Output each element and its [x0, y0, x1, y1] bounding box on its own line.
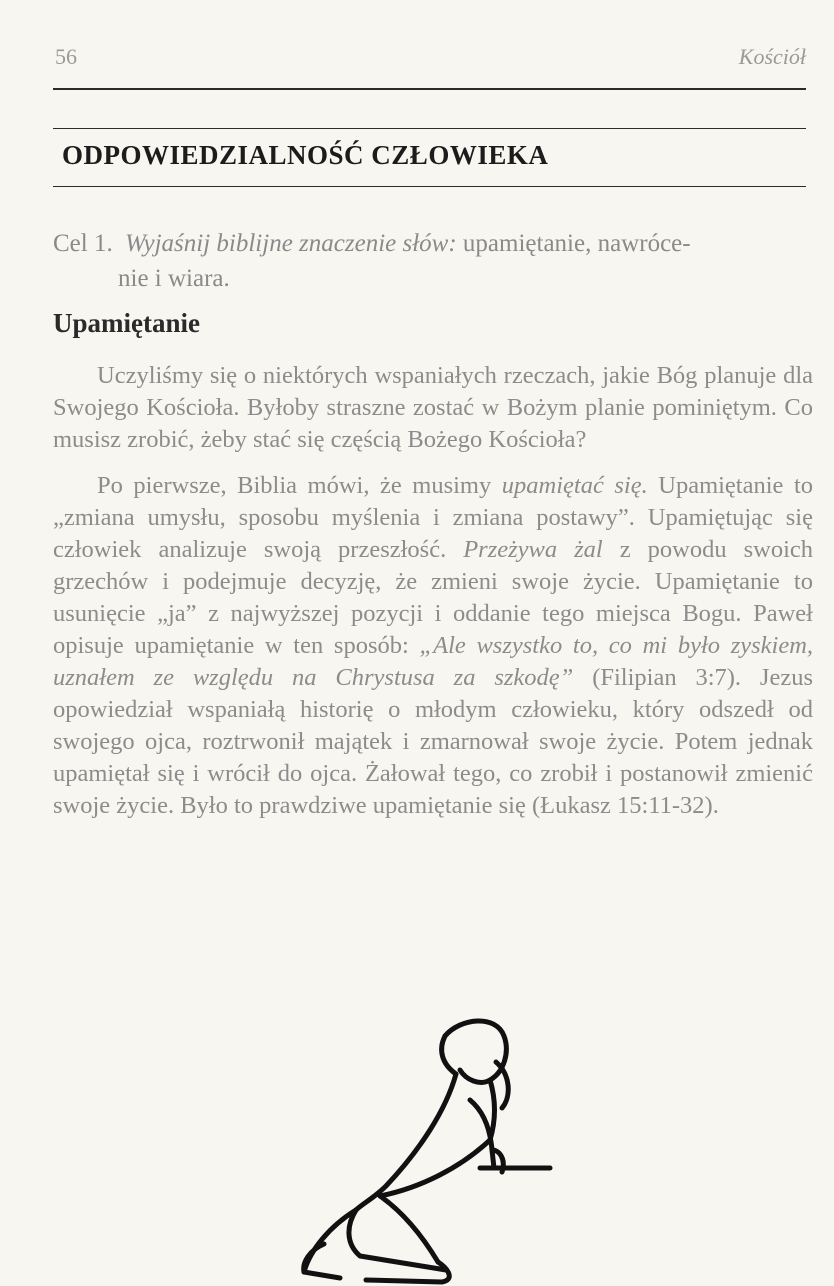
emphasis-upamietac: upamiętać się.: [501, 472, 648, 499]
goal-label: Cel 1.: [53, 230, 113, 257]
header-divider: [53, 88, 806, 90]
kneeling-praying-person-icon: [270, 1000, 570, 1286]
section-top-divider: [53, 128, 806, 129]
bible-quote: „Ale wszystko to, co mi było zyskiem, uznałem ze względu na Chrystusa za szkodę”: [53, 632, 814, 691]
learning-goal: [53, 226, 813, 296]
paragraph-2-text-1: Po pierwsze, Biblia mówi, że musimy: [97, 472, 492, 499]
section-title: ODPOWIEDZIALNOŚĆ CZŁOWIEKA: [62, 140, 549, 170]
goal-words-continued: nie i wiara.: [118, 265, 230, 292]
running-header: [55, 44, 806, 76]
page-number: 56: [55, 44, 77, 69]
book-title: Kościół: [738, 44, 806, 69]
paragraph-2-text-2: Upamiętanie to „zmiana umysłu, sposobu myślenia i zmiana postawy”. Upamiętując się człowiek analizuje swoją przeszłość.: [53, 472, 814, 563]
paragraph-2: [53, 470, 813, 822]
goal-instruction: Wyjaśnij biblijne znaczenie słów:: [124, 230, 457, 257]
body-text: [53, 360, 813, 836]
paragraph-2-text-4: (Filipian 3:7). Jezus opowiedział wspaniałą historię o młodym człowieku, który odszedł od swojego ojca, roztrwonił majątek i zmarnował swoje życie. Potem jednak upamiętał się i wrócił do ojca. Żałował tego, co zrobił i postanowił zmienić swoje życie. Było to prawdziwe upamiętanie się (Łukasz 15:11-32).: [53, 664, 814, 819]
paragraph-1: Uczyliśmy się o niektórych wspaniałych rzeczach, jakie Bóg planuje dla Swojego Kościoła. Byłoby straszne zostać w Bożym planie pominiętym. Co musisz zrobić, żeby stać się częścią Bożego Kościoła?: [53, 362, 813, 453]
emphasis-przezywa-zal: Przeżywa żal: [463, 536, 603, 563]
section-bottom-divider: [53, 186, 806, 187]
subheading-upamietanie: Upamiętanie: [53, 308, 200, 338]
paragraph-2-text-3: z powodu swoich grzechów i podejmuje decyzję, że zmieni swoje życie. Upamiętanie to usunięcie „ja” z najwyższej pozycji i oddanie tego miejsca Bogu. Paweł opisuje upamiętanie w ten sposób:: [53, 536, 813, 659]
goal-words: upamiętanie, nawróce-: [462, 230, 691, 257]
